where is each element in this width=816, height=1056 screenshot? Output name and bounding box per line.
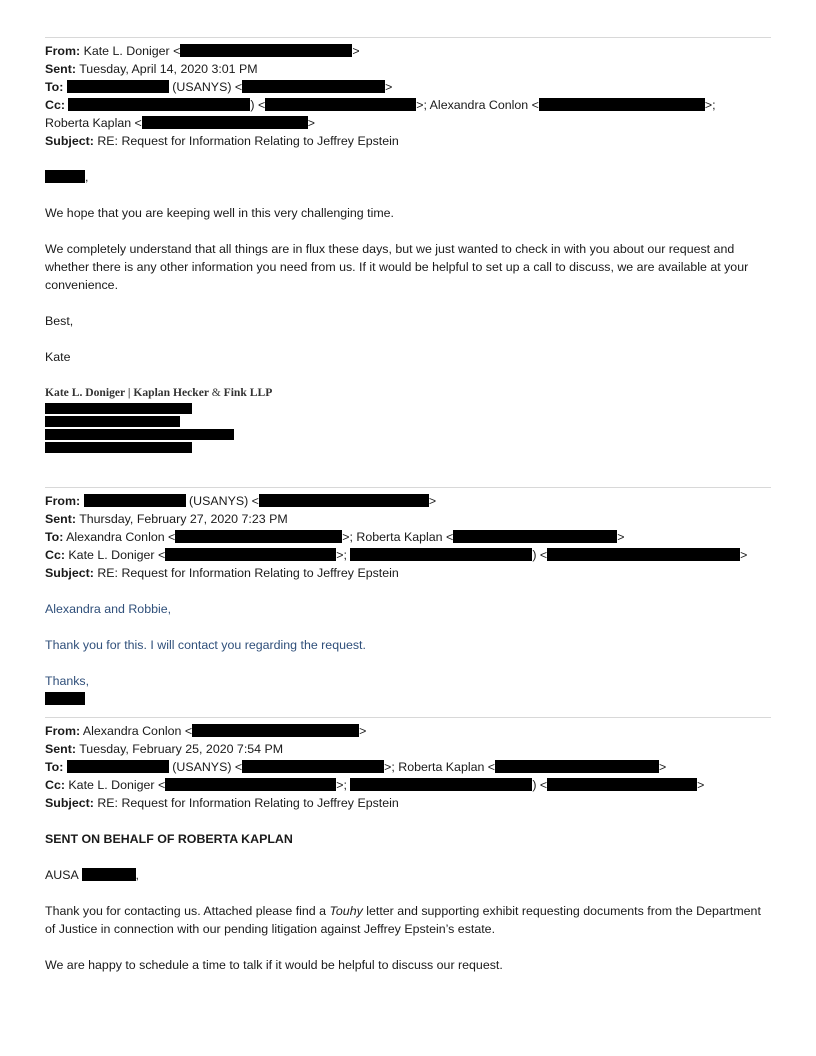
redaction-box: [175, 530, 342, 543]
cc-text: >; Alexandra Conlon <: [416, 98, 539, 112]
sig-sep: |: [124, 386, 134, 399]
body-paragraph: We are happy to schedule a time to talk if it would be helpful to discuss our request.: [45, 958, 503, 972]
redaction-box: [539, 98, 705, 111]
cc-text: >;: [336, 778, 347, 792]
sig-firm: Kaplan Hecker: [133, 386, 212, 399]
redaction-box: [45, 692, 85, 705]
redaction-box: [45, 416, 180, 427]
sent-line: [45, 60, 771, 78]
to-close: >: [659, 760, 667, 774]
body-paragraph: [45, 902, 771, 938]
signoff: Kate: [45, 350, 71, 364]
subject-label: Subject:: [45, 796, 94, 810]
closing: Best,: [45, 314, 74, 328]
from-close: >: [359, 724, 367, 738]
cc-line: [45, 546, 771, 564]
from-close: >: [352, 44, 360, 58]
to-line: [45, 528, 771, 546]
redaction-box: [84, 494, 186, 507]
redaction-box: [82, 868, 136, 881]
cc-close: >: [697, 778, 705, 792]
redaction-box: [180, 44, 352, 57]
from-name: Kate L. Doniger <: [83, 44, 181, 58]
to-text: >; Roberta Kaplan <: [384, 760, 496, 774]
cc-text: ) <: [532, 778, 548, 792]
divider: [45, 487, 771, 488]
subject-line: [45, 564, 771, 582]
body-paragraph: We hope that you are keeping well in this very challenging time.: [45, 206, 394, 220]
email-header-1: [45, 42, 771, 150]
para-text: Thank you for contacting us. Attached please find a: [45, 904, 330, 918]
subject-label: Subject:: [45, 134, 94, 148]
sent-line: [45, 740, 771, 758]
sent-label: Sent:: [45, 742, 76, 756]
touhy-italic: Touhy: [329, 904, 363, 918]
from-label: From:: [45, 724, 81, 738]
sent-line: [45, 510, 771, 528]
subject-line: [45, 132, 771, 150]
redaction-box: [45, 442, 192, 453]
subject-text: RE: Request for Information Relating to Jeffrey Epstein: [97, 566, 399, 580]
cc-label: Cc:: [45, 778, 65, 792]
signature-name: [45, 384, 771, 402]
cc-text: Kate L. Doniger <: [68, 778, 166, 792]
email-header-3: [45, 722, 771, 812]
greeting: Alexandra and Robbie,: [45, 602, 172, 616]
from-label: From:: [45, 44, 81, 58]
redaction-box: [265, 98, 416, 111]
para-text: letter and supporting exhibit requesting documents from the Department of Justice in connection with our pending litigation against Jeffrey Epstein’s estate.: [45, 904, 761, 936]
signature-block: [45, 403, 771, 453]
email-header-2: [45, 492, 771, 582]
redaction-box: [242, 80, 385, 93]
from-line: [45, 722, 771, 740]
redaction-box: [45, 403, 192, 414]
sent-label: Sent:: [45, 62, 76, 76]
redaction-box: [165, 548, 336, 561]
redaction-box: [45, 429, 234, 440]
to-label: To:: [45, 530, 64, 544]
cc-text: >;: [704, 98, 716, 112]
behalf-notice: SENT ON BEHALF OF ROBERTA KAPLAN: [45, 832, 293, 846]
redaction-box: [142, 116, 308, 129]
cc-line: [45, 96, 771, 114]
from-name: Alexandra Conlon <: [82, 724, 193, 738]
email-thread: [45, 37, 771, 974]
to-org: (USANYS) <: [172, 760, 243, 774]
redaction-box: [259, 494, 429, 507]
redaction-box: [453, 530, 617, 543]
redaction-box: [350, 548, 532, 561]
to-text: Alexandra Conlon <: [66, 530, 176, 544]
cc-line-2: [45, 114, 771, 132]
sent-date: Tuesday, February 25, 2020 7:54 PM: [79, 742, 284, 756]
cc-text: Kate L. Doniger <: [68, 548, 166, 562]
redaction-box: [350, 778, 532, 791]
from-close: >: [428, 494, 437, 508]
redaction-box: [547, 778, 697, 791]
from-line: [45, 492, 771, 510]
from-label: From:: [45, 494, 81, 508]
greeting: [45, 168, 771, 186]
to-line: [45, 78, 771, 96]
body-paragraph: We completely understand that all things are in flux these days, but we just wanted to check in with you about our request and whether there is any other information you need from us. If it would be helpful to set up a call to discuss, we are available at your convenience.: [45, 242, 749, 292]
sent-label: Sent:: [45, 512, 76, 526]
signature: [45, 690, 771, 708]
greeting-comma: ,: [85, 170, 89, 184]
redaction-box: [165, 778, 336, 791]
closing: Thanks,: [45, 674, 90, 688]
cc-text: Roberta Kaplan <: [45, 116, 142, 130]
cc-text: ) <: [250, 98, 266, 112]
to-label: To:: [45, 760, 64, 774]
redaction-box: [547, 548, 740, 561]
greeting-comma: ,: [135, 868, 139, 882]
cc-label: Cc:: [45, 98, 65, 112]
cc-label: Cc:: [45, 548, 65, 562]
sig-name: Kate L. Doniger: [45, 386, 125, 399]
cc-text: >;: [336, 548, 347, 562]
redaction-box: [68, 98, 250, 111]
to-org: (USANYS) <: [172, 80, 243, 94]
body-paragraph: Thank you for this. I will contact you regarding the request.: [45, 638, 366, 652]
divider: [45, 717, 771, 718]
subject-line: [45, 794, 771, 812]
cc-text: ) <: [532, 548, 548, 562]
to-label: To:: [45, 80, 64, 94]
sent-date: Tuesday, April 14, 2020 3:01 PM: [79, 62, 258, 76]
from-org: (USANYS) <: [189, 494, 259, 508]
to-close: >: [617, 530, 625, 544]
redaction-box: [67, 80, 169, 93]
ausa-label: AUSA: [45, 868, 82, 882]
redaction-box: [67, 760, 169, 773]
redaction-box: [242, 760, 384, 773]
cc-line: [45, 776, 771, 794]
to-line: [45, 758, 771, 776]
redaction-box: [192, 724, 359, 737]
from-line: [45, 42, 771, 60]
sig-amp: &: [211, 386, 221, 399]
to-close: >: [385, 80, 393, 94]
redaction-box: [495, 760, 659, 773]
sent-date: Thursday, February 27, 2020 7:23 PM: [79, 512, 288, 526]
subject-text: RE: Request for Information Relating to Jeffrey Epstein: [97, 134, 399, 148]
to-text: >; Roberta Kaplan <: [342, 530, 454, 544]
subject-label: Subject:: [45, 566, 94, 580]
subject-text: RE: Request for Information Relating to Jeffrey Epstein: [97, 796, 399, 810]
cc-text: >: [307, 116, 316, 130]
sig-firm: Fink LLP: [220, 386, 273, 399]
cc-close: >: [740, 548, 748, 562]
redaction-box: [45, 170, 85, 183]
greeting: [45, 866, 771, 884]
divider: [45, 37, 771, 38]
